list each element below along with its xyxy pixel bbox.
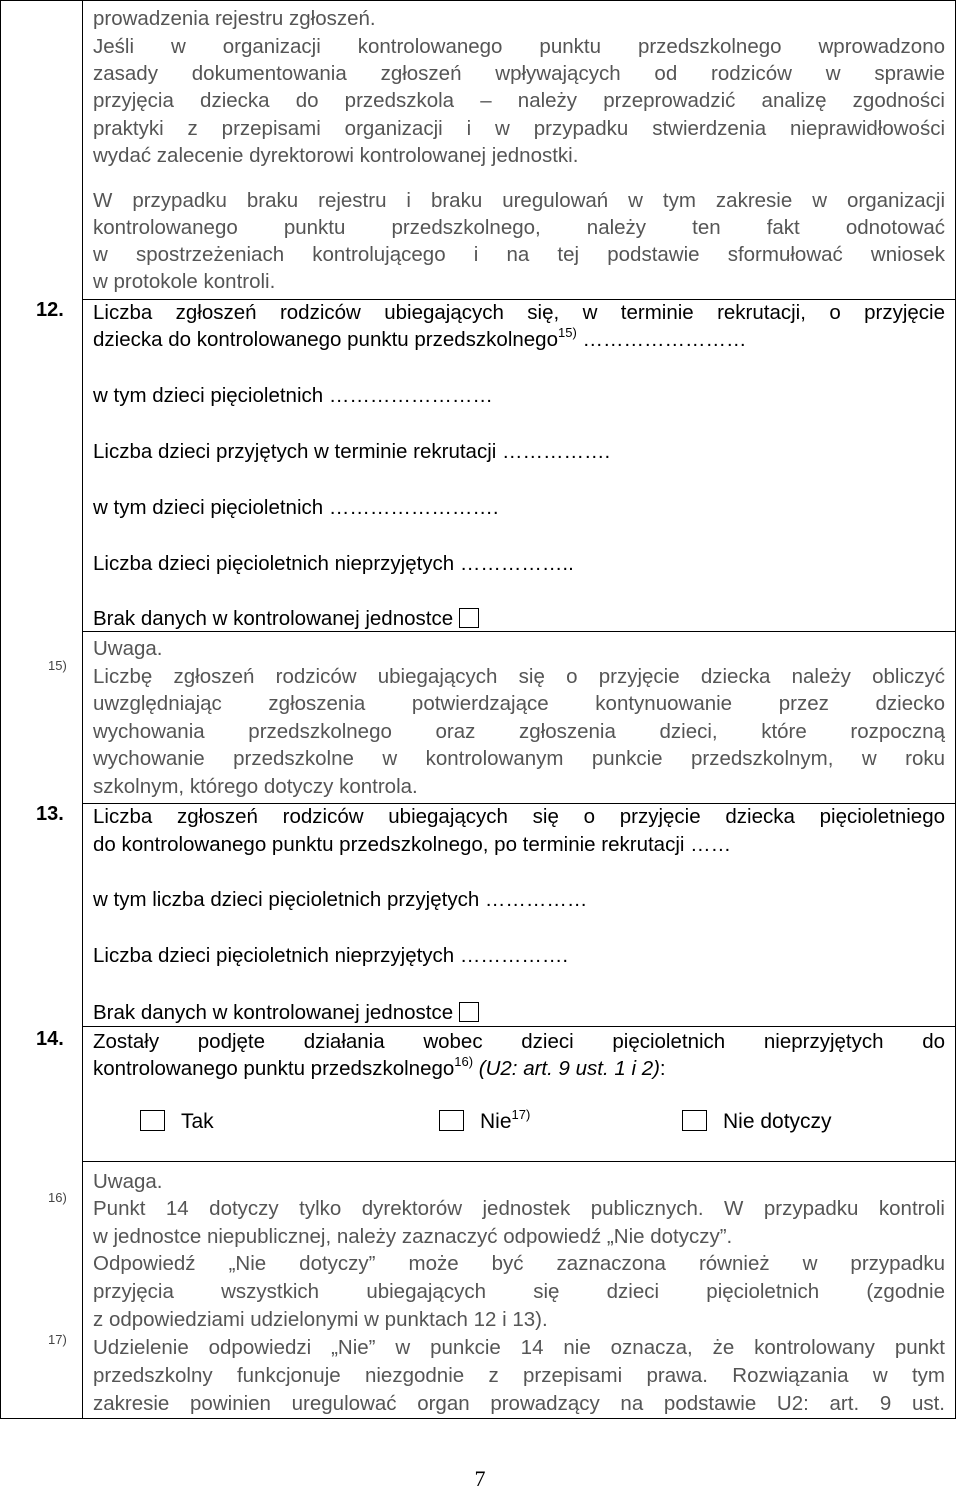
footnote-marker: 16) — [48, 1190, 67, 1205]
question-text: Liczba zgłoszeń rodziców ubiegających się o przyjęcie dziecka pięcioletniego — [93, 805, 945, 828]
note-line: przedszkolny funkcjonuje niezgodnie z przepisami prawa. Rozwiązania w tym — [93, 1364, 945, 1387]
question-number: 14. — [36, 1028, 64, 1050]
checkbox-tak[interactable] — [140, 1110, 165, 1131]
question-number: 13. — [36, 803, 64, 825]
paragraph-line: praktyki z przepisami organizacji i w przypadku stwierdzenia nieprawidłowości — [93, 117, 945, 140]
fill-in-row[interactable]: w tym liczba dzieci pięcioletnich przyjętych …………… — [93, 888, 588, 911]
footnote-ref: 16) — [454, 1054, 474, 1069]
fill-in-row[interactable]: Liczba dzieci pięcioletnich nieprzyjętych ……………. — [93, 944, 569, 967]
paragraph-line: w protokole kontroli. — [93, 270, 276, 293]
footnote-marker: 15) — [48, 658, 67, 673]
fill-in-row[interactable]: Liczba dzieci przyjętych w terminie rekrutacji ……………. — [93, 440, 611, 463]
paragraph-line: prowadzenia rejestru zgłoszeń. — [93, 7, 376, 30]
note-line: wychowanie przedszkolne w kontrolowanym punkcie przedszkolnym, w roku — [93, 747, 945, 770]
checkbox-nie[interactable] — [439, 1110, 464, 1131]
question-text: kontrolowanego punktu przedszkolnego$^{16)}$ (U2: art. 9 ust. 1 i 2): — [93, 1054, 666, 1080]
footnote-ref: 15) — [557, 325, 577, 340]
note-line: Odpowiedź „Nie dotyczy” może być zaznaczona również w przypadku — [93, 1252, 945, 1275]
paragraph-line: przyjęcia dziecka do przedszkola – należy przeprowadzić analizę zgodności — [93, 89, 945, 112]
option-nie-dotyczy[interactable]: Nie dotyczy — [682, 1110, 832, 1134]
fill-in-row[interactable]: w tym dzieci pięcioletnich ……………………. — [93, 496, 499, 519]
note-line: wychowania przedszkolnego oraz zgłoszenia dzieci, które rozpoczną — [93, 720, 945, 743]
checkbox-nie-dotyczy[interactable] — [682, 1110, 707, 1131]
note-line: szkolnym, którego dotyczy kontrola. — [93, 775, 418, 798]
note-line: zakresie powinien uregulować organ prowadzący na podstawie U2: art. 9 ust. — [93, 1392, 945, 1415]
note-line: uwzględniając zgłoszenia potwierdzające kontynuowanie przez dziecko — [93, 692, 945, 715]
fill-in-row[interactable]: w tym dzieci pięcioletnich …………………… — [93, 384, 493, 407]
question-number: 12. — [36, 299, 64, 321]
paragraph-line: W przypadku braku rejestru i braku uregulowań w tym zakresie w organizacji — [93, 189, 945, 212]
paragraph-line: zasady dokumentowania zgłoszeń wpływających od rodziców w sprawie — [93, 62, 945, 85]
note-title: Uwaga. — [93, 637, 163, 660]
paragraph-line: wydać zalecenie dyrektorowi kontrolowanej jednostki. — [93, 144, 579, 167]
note-title: Uwaga. — [93, 1170, 163, 1193]
no-data-row: Brak danych w kontrolowanej jednostce — [93, 999, 945, 1026]
fill-in-field[interactable]: …………………… — [576, 328, 747, 351]
no-data-checkbox[interactable] — [459, 1002, 479, 1022]
note-line: Punkt 14 dotyczy tylko dyrektorów jednostek publicznych. W przypadku kontroli — [93, 1197, 945, 1220]
option-tak[interactable]: Tak — [140, 1110, 214, 1134]
question-text[interactable]: do kontrolowanego punktu przedszkolnego, po terminie rekrutacji …… — [93, 833, 732, 856]
note-line: z odpowiedziami udzielonymi w punktach 12 i 13). — [93, 1308, 548, 1331]
no-data-checkbox[interactable] — [459, 608, 479, 628]
question-text: dziecka do kontrolowanego punktu przedszkolnego$^{15)}$ …………………… — [93, 325, 747, 351]
option-nie[interactable]: Nie$^{17)}$ — [439, 1110, 530, 1134]
paragraph-line: w spostrzeżeniach kontrolującego i na tej podstawie sformułować wniosek — [93, 243, 945, 266]
row-divider — [82, 1026, 956, 1027]
paragraph-line: Jeśli w organizacji kontrolowanego punktu przedszkolnego wprowadzono — [93, 35, 945, 58]
row-divider — [82, 1161, 956, 1162]
paragraph-line: kontrolowanego punktu przedszkolnego, należy ten fakt odnotować — [93, 216, 945, 239]
note-line: w jednostce niepublicznej, należy zaznaczyć odpowiedź „Nie dotyczy”. — [93, 1225, 733, 1248]
footnote-ref: 17) — [511, 1107, 531, 1122]
question-text: Liczba zgłoszeń rodziców ubiegających się, w terminie rekrutacji, o przyjęcie — [93, 301, 945, 324]
no-data-row: Brak danych w kontrolowanej jednostce — [93, 605, 945, 632]
column-divider — [82, 0, 83, 1419]
note-line: Udzielenie odpowiedzi „Nie” w punkcie 14 nie oznacza, że kontrolowany punkt — [93, 1336, 945, 1359]
page-number: 7 — [474, 1466, 486, 1491]
question-text: Zostały podjęte działania wobec dzieci pięcioletnich nieprzyjętych do — [93, 1030, 945, 1053]
note-line: przyjęcia wszystkich ubiegających się dzieci pięcioletnich (zgodnie — [93, 1280, 945, 1303]
footnote-marker: 17) — [48, 1332, 67, 1347]
fill-in-row[interactable]: Liczba dzieci pięcioletnich nieprzyjętych …………….. — [93, 552, 574, 575]
note-line: Liczbę zgłoszeń rodziców ubiegających się o przyjęcie dziecka należy obliczyć — [93, 665, 945, 688]
